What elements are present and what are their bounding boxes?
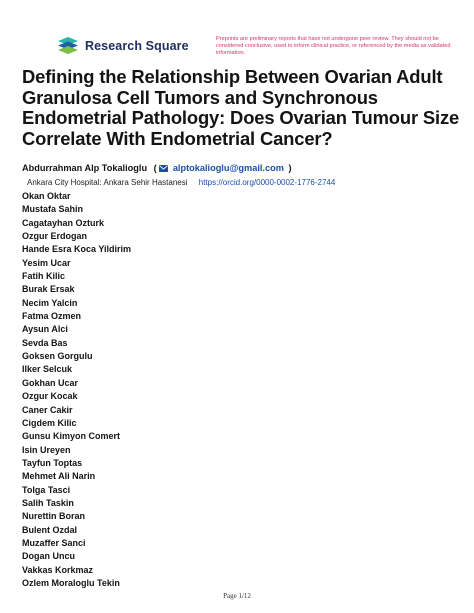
corresponding-author bbox=[22, 163, 292, 173]
author-item: Gunsu Kimyon Comert bbox=[22, 431, 121, 442]
author-item: Salih Taskin bbox=[22, 497, 74, 508]
preprint-disclaimer: Preprints are preliminary reports that have not undergone peer review. They should not be considered conclusive, used to inform clinical practice, or referenced by the media as validated information. bbox=[216, 36, 451, 57]
page-number: Page 1/12 bbox=[223, 592, 251, 600]
author-item: Bulent Ozdal bbox=[22, 524, 78, 535]
brand-name: Research Square bbox=[85, 38, 189, 53]
author-affiliation bbox=[27, 178, 335, 187]
author-item: Muzaffer Sanci bbox=[22, 537, 86, 548]
author-item: Hande Esra Koca Yildirim bbox=[22, 244, 132, 255]
author-item: Yesim Ucar bbox=[22, 257, 71, 268]
orcid-link[interactable]: https://orcid.org/0000-0002-1776-2744 bbox=[198, 178, 336, 187]
author-item: Ilker Selcuk bbox=[22, 364, 73, 375]
author-item: Isin Ureyen bbox=[22, 444, 71, 455]
author-list bbox=[22, 190, 131, 590]
corresponding-author-name: Abdurrahman Alp Tokalioglu bbox=[22, 163, 148, 173]
author-item: Mustafa Sahin bbox=[22, 204, 84, 215]
author-item: Fatih Kilic bbox=[22, 271, 66, 282]
research-square-logo-icon bbox=[58, 37, 78, 54]
author-item: Aysun Alci bbox=[22, 324, 68, 335]
open-paren: ( bbox=[153, 163, 157, 173]
author-item: Caner Cakir bbox=[22, 404, 73, 415]
author-item: Okan Oktar bbox=[22, 191, 71, 201]
author-item: Gokhan Ucar bbox=[22, 377, 79, 388]
close-paren: ) bbox=[288, 163, 292, 173]
author-email-link[interactable]: alptokalioglu@gmail.com bbox=[172, 163, 284, 173]
author-item: Tolga Tasci bbox=[22, 484, 71, 495]
author-item: Necim Yalcin bbox=[22, 297, 78, 308]
author-item: Fatma Ozmen bbox=[22, 311, 82, 322]
research-square-logo[interactable] bbox=[58, 37, 189, 54]
author-item: Goksen Gorgulu bbox=[22, 351, 93, 362]
paper-title: Defining the Relationship Between Ovarian Adult Granulosa Cell Tumors and Synchronous Endometrial Pathology: Does Ovarian Tumour Size Correlate With Endometrial Cancer? bbox=[22, 66, 460, 149]
author-item: Burak Ersak bbox=[22, 284, 75, 295]
page-header bbox=[0, 0, 474, 62]
envelope-icon bbox=[159, 164, 168, 171]
author-item: Tayfun Toptas bbox=[22, 457, 83, 468]
institution-name: Ankara City Hospital: Ankara Sehir Hastanesi bbox=[27, 178, 188, 187]
author-item: Vakkas Korkmaz bbox=[22, 564, 94, 575]
author-item: Ozlem Moraloglu Tekin bbox=[22, 577, 120, 588]
author-item: Nurettin Boran bbox=[22, 511, 85, 522]
author-item: Ozgur Kocak bbox=[22, 391, 78, 402]
author-item: Dogan Uncu bbox=[22, 551, 75, 562]
page-footer bbox=[0, 592, 474, 600]
author-item: Sevda Bas bbox=[22, 337, 68, 348]
author-item: Cigdem Kilic bbox=[22, 417, 77, 428]
author-item: Mehmet Ali Narin bbox=[22, 471, 96, 482]
author-item: Ozgur Erdogan bbox=[22, 231, 87, 242]
author-item: Cagatayhan Ozturk bbox=[22, 217, 105, 228]
